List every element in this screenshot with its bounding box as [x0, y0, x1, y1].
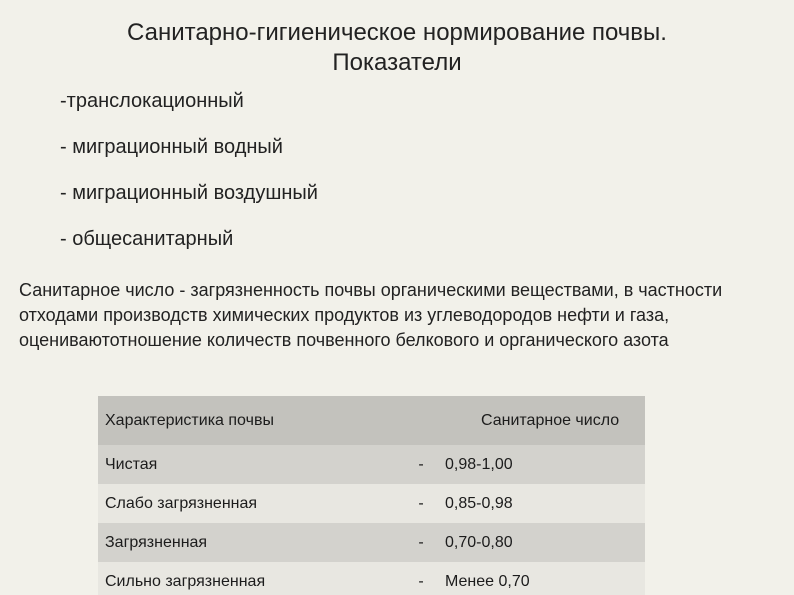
cell-dash: -: [418, 455, 424, 473]
indicator-item-translocation: -транслокационный: [60, 90, 244, 112]
cell-characteristic: Сильно загрязненная: [105, 572, 266, 590]
indicator-item-migration-water: - миграционный водный: [60, 136, 283, 158]
table-row: [98, 562, 645, 595]
slide-title-line-1: Санитарно-гигиеническое нормирование почвы.: [127, 19, 667, 46]
cell-dash: -: [418, 533, 424, 551]
header-spacer: [403, 396, 439, 445]
cell-characteristic: Чистая: [105, 455, 158, 473]
sanitary-number-table: [98, 396, 645, 595]
slide-title-line-2: Показатели: [332, 49, 462, 76]
cell-characteristic: Слабо загрязненная: [105, 494, 258, 512]
sanitary-number-table-container: [98, 396, 645, 595]
header-sanitary-number: Санитарное число: [481, 411, 620, 429]
indicator-item-general-sanitary: - общесанитарный: [60, 228, 234, 250]
cell-value: 0,70-0,80: [445, 533, 513, 551]
cell-dash: -: [418, 572, 424, 590]
table-row: [98, 523, 645, 562]
cell-value: 0,85-0,98: [445, 494, 513, 512]
cell-dash: -: [418, 494, 424, 512]
table-row: [98, 445, 645, 484]
table-header-row: [98, 396, 645, 445]
indicator-list: [60, 88, 318, 272]
cell-value: 0,98-1,00: [445, 455, 513, 473]
slide-title: [30, 18, 764, 78]
cell-value: Менее 0,70: [445, 572, 530, 590]
indicator-item-migration-air: - миграционный воздушный: [60, 182, 318, 204]
sanitary-number-definition: Санитарное число - загрязненность почвы органическими веществами, в частности отходами производств химических продуктов из углеводородов нефти и газа, оцениваютотношение количеств почвенного белкового и органического азота: [19, 280, 723, 350]
cell-characteristic: Загрязненная: [105, 533, 208, 551]
table-row: [98, 484, 645, 523]
header-soil-characteristic: Характеристика почвы: [105, 411, 274, 429]
